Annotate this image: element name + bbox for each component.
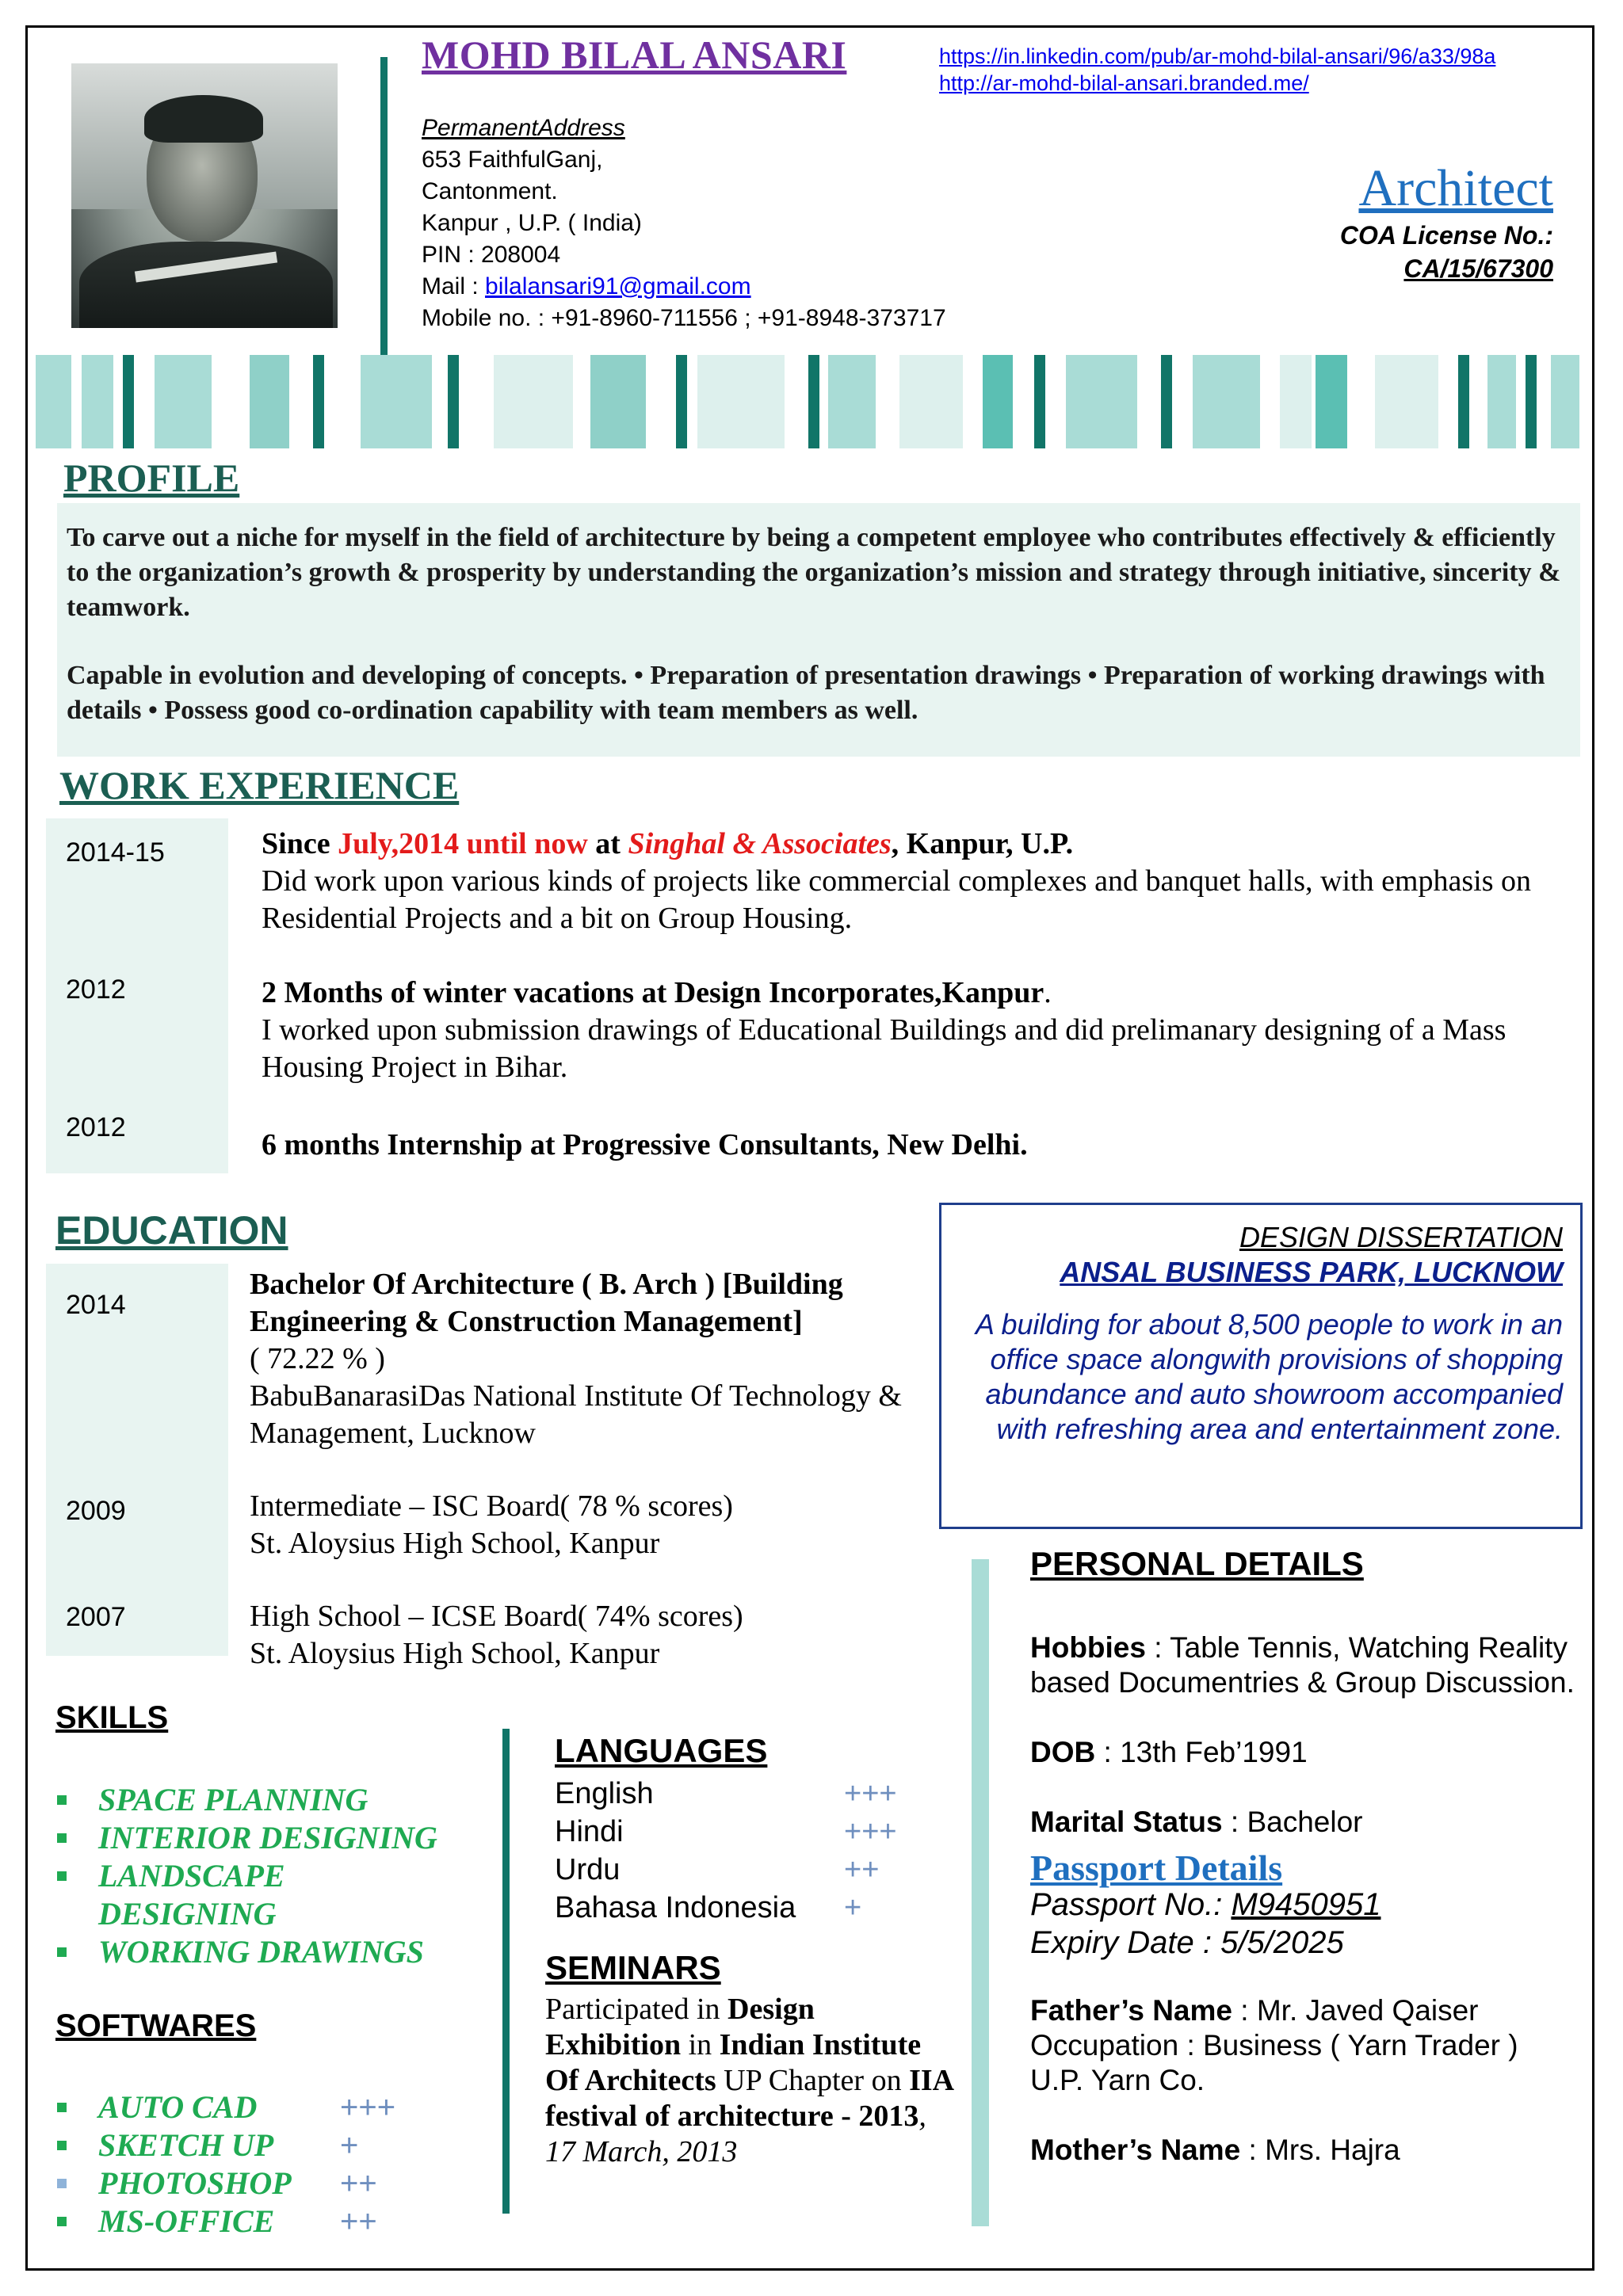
personal-details	[1030, 1630, 1577, 2168]
work-year: 2014-15	[66, 837, 165, 868]
seminars-heading: SEMINARS	[545, 1949, 721, 1986]
address-label: PermanentAddress	[422, 115, 625, 141]
decorative-bars	[36, 355, 1581, 448]
softwares-list	[57, 2088, 395, 2241]
profile-capabilities: Capable in evolution and developing of concepts. • Preparation of presentation drawings • Preparation of working drawings with details • Possess good co-ordination capability with team members as well.	[67, 661, 1545, 725]
marital-line: Marital Status : Bachelor	[1030, 1806, 1363, 1838]
dissertation-label: DESIGN DISSERTATION	[1239, 1221, 1563, 1253]
father-line: Father’s Name : Mr. Javed Qaiser	[1030, 1994, 1479, 2027]
languages-list	[555, 1775, 897, 1927]
profile-links	[939, 43, 1495, 97]
work-entry	[262, 974, 1545, 1086]
license-number: CA/15/67300	[1403, 254, 1553, 283]
work-description: Did work upon various kinds of projects like commercial complexes and banquet halls, with emphasis on Residential Projects and a bit on Group Housing.	[262, 864, 1531, 935]
work-title: 6 months Internship at Progressive Consultants, New Delhi.	[262, 1128, 1028, 1161]
passport-expiry: Expiry Date : 5/5/2025	[1030, 1925, 1344, 1960]
languages-heading: LANGUAGES	[555, 1732, 768, 1769]
dissertation-description: A building for about 8,500 people to work in an office space alongwith provisions of shopping abundance and auto showroom accompanied with refreshing area and entertainment zone.	[975, 1308, 1563, 1445]
work-entry	[262, 826, 1545, 937]
candidate-name: MOHD BILAL ANSARI	[422, 32, 847, 77]
work-heading: WORK EXPERIENCE	[59, 763, 460, 807]
education-year: 2007	[66, 1602, 126, 1632]
software-item: PHOTOSHOP ++	[57, 2164, 395, 2203]
degree-score: ( 72.22 % )	[250, 1342, 385, 1375]
language-item: Hindi +++	[555, 1815, 897, 1848]
software-item: SKETCH UP +	[57, 2126, 395, 2164]
company-line: U.P. Yarn Co.	[1030, 2064, 1205, 2096]
skill-item: SPACE PLANNING	[57, 1781, 437, 1819]
role-title: Architect	[1358, 159, 1553, 217]
mobile-line: Mobile no. : +91-8960-711556 ; +91-8948-373717	[422, 305, 946, 331]
work-title: Since July,2014 until now at Singhal & Associates, Kanpur, U.P.	[262, 827, 1074, 860]
education-entry	[250, 1266, 931, 1452]
license-label: COA License No.:	[1339, 221, 1553, 250]
work-title: 2 Months of winter vacations at Design Incorporates,Kanpur.	[262, 976, 1052, 1009]
address-line: Kanpur , U.P. ( India)	[422, 210, 642, 236]
address-line: 653 FaithfulGanj,	[422, 147, 603, 173]
address-pin: PIN : 208004	[422, 242, 561, 268]
profile-text	[67, 521, 1564, 728]
software-item: MS-OFFICE ++	[57, 2203, 395, 2241]
education-heading: EDUCATION	[55, 1208, 288, 1253]
mother-line: Mother’s Name : Mrs. Hajra	[1030, 2134, 1400, 2166]
dissertation-text	[960, 1220, 1563, 1447]
degree-title: High School – ICSE Board( 74% scores)	[250, 1600, 743, 1633]
passport-number-line: Passport No.: M9450951	[1030, 1887, 1381, 1922]
profile-objective: To carve out a niche for myself in the field of architecture by being a competent employee who contributes effectively & efficiently to the organization’s growth & prosperity by understanding the organization’s mission and strategy through initiative, sincerity & teamwork.	[67, 523, 1561, 622]
linkedin-link[interactable]: https://in.linkedin.com/pub/ar-mohd-bilal-ansari/96/a33/98a	[939, 44, 1496, 68]
work-description: I worked upon submission drawings of Educational Buildings and did prelimanary designing of a Mass Housing Project in Bihar.	[262, 1013, 1507, 1084]
profile-heading: PROFILE	[63, 456, 240, 500]
education-year: 2014	[66, 1290, 126, 1320]
school-name: St. Aloysius High School, Kanpur	[250, 1527, 660, 1560]
education-year: 2009	[66, 1496, 126, 1526]
degree-title: Bachelor Of Architecture ( B. Arch ) [Building Engineering & Construction Management]	[250, 1268, 843, 1338]
dob-line: DOB : 13th Feb’1991	[1030, 1736, 1308, 1768]
branded-link[interactable]: http://ar-mohd-bilal-ansari.branded.me/	[939, 71, 1309, 95]
middle-divider	[502, 1729, 510, 2214]
seminars-text: Participated in Design Exhibition in Indian Institute Of Architects UP Chapter on IIA festival of architecture - 2013, 17 March, 2013	[545, 1993, 953, 2168]
school-name: BabuBanarasiDas National Institute Of Technology & Management, Lucknow	[250, 1379, 902, 1450]
mail-line: Mail : bilalansari91@gmail.com	[422, 273, 751, 299]
personal-heading: PERSONAL DETAILS	[1030, 1545, 1364, 1582]
profile-photo	[71, 63, 338, 328]
hobbies-line: Hobbies : Table Tennis, Watching Reality based Documentries & Group Discussion.	[1030, 1631, 1575, 1699]
role-block	[1340, 158, 1553, 285]
skill-item: LANDSCAPE	[57, 1857, 437, 1895]
skill-item: INTERIOR DESIGNING	[57, 1819, 437, 1857]
email-link[interactable]: bilalansari91@gmail.com	[485, 273, 751, 299]
language-item: Bahasa Indonesia +	[555, 1891, 862, 1924]
passport-heading: Passport Details	[1030, 1848, 1283, 1888]
software-item: AUTO CAD +++	[57, 2088, 395, 2126]
degree-title: Intermediate – ISC Board( 78 % scores)	[250, 1489, 733, 1523]
skills-list	[57, 1781, 437, 1971]
skill-item: DESIGNING	[98, 1896, 277, 1932]
skill-item: WORKING DRAWINGS	[57, 1933, 437, 1971]
education-entry	[250, 1598, 931, 1672]
work-year: 2012	[66, 974, 126, 1005]
skills-heading: SKILLS	[55, 1700, 169, 1735]
school-name: St. Aloysius High School, Kanpur	[250, 1637, 660, 1670]
education-year-column	[46, 1264, 228, 1656]
language-item: Urdu ++	[555, 1853, 880, 1886]
language-item: English +++	[555, 1777, 897, 1810]
address-block	[422, 113, 946, 334]
occupation-line: Occupation : Business ( Yarn Trader )	[1030, 2029, 1518, 2061]
education-entry	[250, 1488, 931, 1562]
dissertation-title: ANSAL BUSINESS PARK, LUCKNOW	[1060, 1256, 1563, 1288]
work-year: 2012	[66, 1112, 126, 1142]
personal-divider	[972, 1559, 989, 2226]
address-line: Cantonment.	[422, 178, 558, 204]
softwares-heading: SOFTWARES	[55, 2008, 257, 2043]
